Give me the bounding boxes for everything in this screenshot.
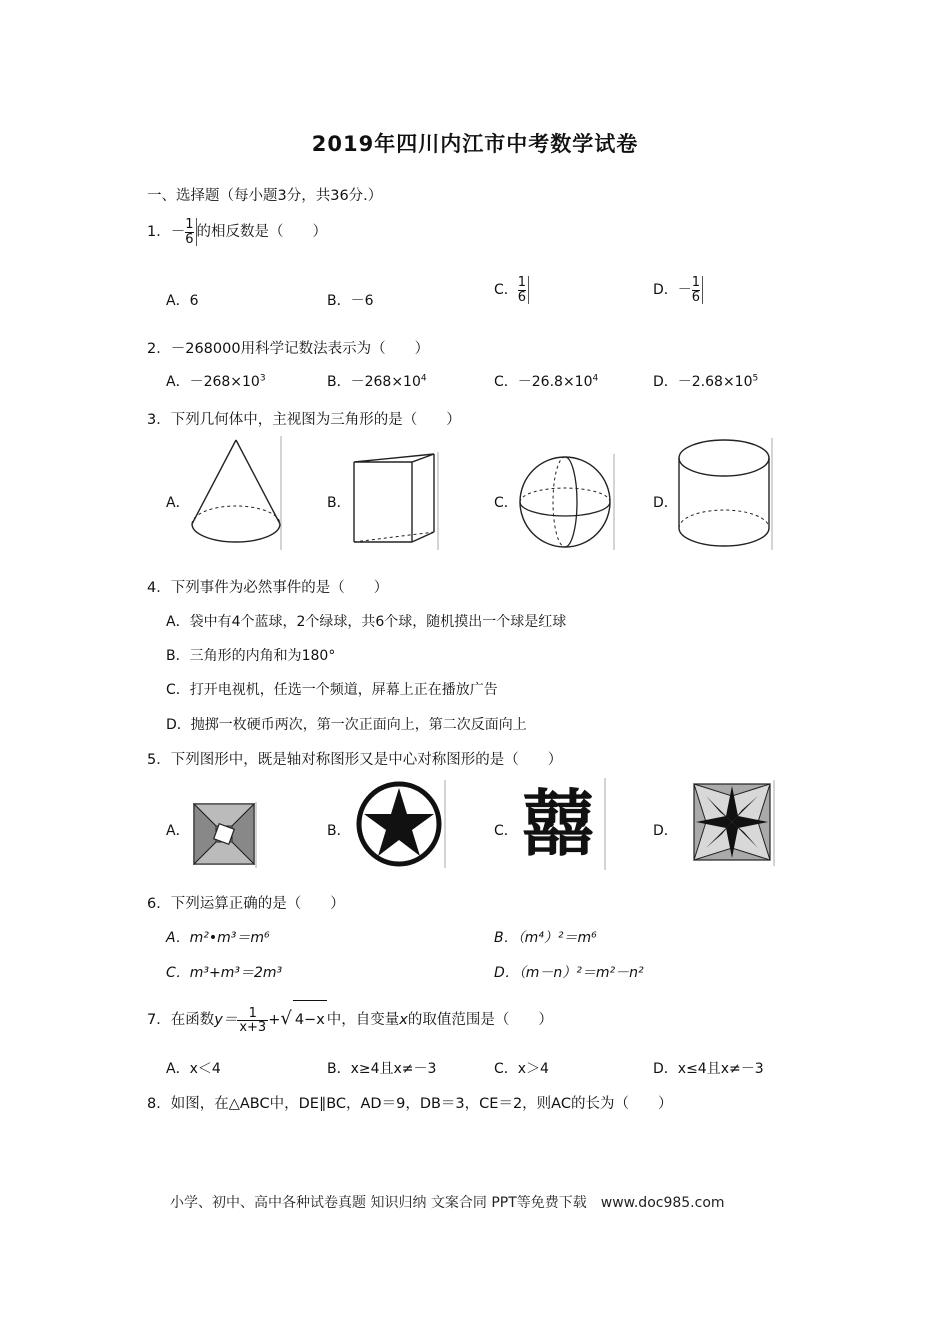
q1-option-c-label: C． (494, 282, 518, 299)
q1-option-d-label: D．－ (653, 282, 692, 299)
q7-frac-num: 1 (248, 1005, 257, 1021)
q7-stem-post2: 的取值范围是（ ） (407, 1012, 553, 1028)
q1c-den: 6 (517, 289, 527, 305)
q4-option-a[interactable]: A．袋中有4个蓝球，2个绿球，共6个球，随机摸出一个球是红球 (166, 614, 567, 630)
q5-option-d[interactable]: D． (653, 823, 678, 839)
page-footer: 小学、初中、高中各种试卷真题 知识归纳 文案合同 PPT等免费下载 www.doc985.com (170, 1195, 725, 1211)
q1-stem: 的相反数是（ ） (196, 224, 328, 241)
q1-frac-den: 6 (185, 231, 194, 247)
q7-stem-post: 中，自变量 (326, 1012, 400, 1028)
q1-option-b[interactable]: B．－6 (327, 293, 374, 309)
q2-option-a[interactable] (166, 371, 266, 391)
q7-frac-den: x+3 (239, 1019, 267, 1035)
q7-sqrt-sign: √ (280, 1008, 292, 1029)
q1-frac-num: 1 (185, 217, 194, 232)
glyph-frame-line (603, 778, 607, 870)
q2d-exp: 5 (752, 373, 759, 384)
cylinder-figure (676, 434, 776, 552)
question-8: 8．如图，在△ABC中，DE∥BC，AD＝9，DB＝3，CE＝2，则AC的长为（ ） (147, 1096, 673, 1112)
question-1 (147, 218, 327, 246)
q5-option-c[interactable]: C． (494, 823, 518, 839)
page-title: 2019年四川内江市中考数学试卷 (311, 132, 639, 156)
q1-option-c[interactable] (494, 276, 529, 304)
question-3: 3．下列几何体中，主视图为三角形的是（ ） (147, 412, 461, 428)
q5-option-b[interactable]: B． (327, 823, 351, 839)
q6-option-d[interactable]: D．（m－n）²＝m²－n² (494, 965, 644, 981)
q2a-text: A．－268×10 (166, 374, 260, 390)
q2b-text: B．－268×10 (327, 374, 421, 390)
pinwheel-square-figure (192, 802, 258, 868)
q2-option-d[interactable] (653, 371, 758, 391)
q1-option-d-fraction (692, 276, 703, 304)
q2b-exp: 4 (420, 373, 427, 384)
q1-fraction (185, 218, 196, 246)
sphere-figure (517, 452, 617, 552)
q4-option-b[interactable]: B．三角形的内角和为180° (166, 648, 336, 664)
q4-option-d[interactable]: D．抛掷一枚硬币两次，第一次正面向上，第二次反面向上 (166, 717, 527, 733)
q7-option-a[interactable]: A．x＜4 (166, 1061, 221, 1077)
question-2: 2．－268000用科学记数法表示为（ ） (147, 341, 430, 357)
double-happiness-glyph: 囍 (522, 782, 595, 866)
q7-option-b[interactable]: B．x≥4且x≠－3 (327, 1061, 437, 1077)
q1c-num: 1 (517, 275, 527, 290)
star-pattern-square-figure (690, 780, 776, 866)
q2c-exp: 4 (592, 373, 599, 384)
q4-option-c[interactable]: C．打开电视机，任选一个频道，屏幕上正在播放广告 (166, 682, 498, 698)
q7-sqrt-radicand: 4−x (293, 1000, 327, 1039)
q7-fraction (237, 1007, 268, 1034)
q1-option-a[interactable]: A．6 (166, 293, 199, 309)
q7-stem-pre: 7．在函数 (147, 1012, 215, 1028)
question-5: 5．下列图形中，既是轴对称图形又是中心对称图形的是（ ） (147, 752, 563, 768)
question-4: 4．下列事件为必然事件的是（ ） (147, 580, 389, 596)
q3-option-c[interactable]: C． (494, 495, 518, 511)
q1-number: 1． (147, 224, 171, 241)
q7-plus: + (268, 1012, 281, 1028)
q1-option-d[interactable] (653, 276, 703, 304)
question-7 (147, 1000, 553, 1039)
q6-option-b[interactable]: B．（m⁴）²＝m⁶ (494, 930, 597, 946)
q2-option-b[interactable] (327, 371, 427, 391)
cone-figure (188, 434, 284, 552)
q2-option-c[interactable] (494, 371, 598, 391)
q1d-num: 1 (691, 275, 701, 290)
q2d-text: D．－2.68×10 (653, 374, 753, 390)
section-heading: 一、选择题（每小题3分，共36分.） (147, 188, 383, 204)
q3-option-b[interactable]: B． (327, 495, 351, 511)
q1-minus: － (170, 224, 186, 241)
q6-option-a[interactable]: A．m²•m³＝m⁶ (166, 930, 270, 946)
q7-y: y＝ (214, 1012, 238, 1028)
q7-option-d[interactable]: D．x≤4且x≠－3 (653, 1061, 764, 1077)
star-in-circle-figure (355, 778, 447, 870)
q3-option-d[interactable]: D． (653, 495, 678, 511)
q2c-text: C．－26.8×10 (494, 374, 593, 390)
q1d-den: 6 (691, 289, 701, 305)
q7-option-c[interactable]: C．x＞4 (494, 1061, 549, 1077)
q1-option-c-fraction (518, 276, 529, 304)
question-6: 6．下列运算正确的是（ ） (147, 896, 345, 912)
q7-var: x (399, 1012, 408, 1028)
q3-option-a[interactable]: A． (166, 495, 190, 511)
q6-option-c[interactable]: C．m³+m³＝2m³ (166, 965, 283, 981)
q5-option-a[interactable]: A． (166, 823, 190, 839)
q2a-exp: 3 (259, 373, 266, 384)
triangular-prism-figure (350, 452, 442, 552)
